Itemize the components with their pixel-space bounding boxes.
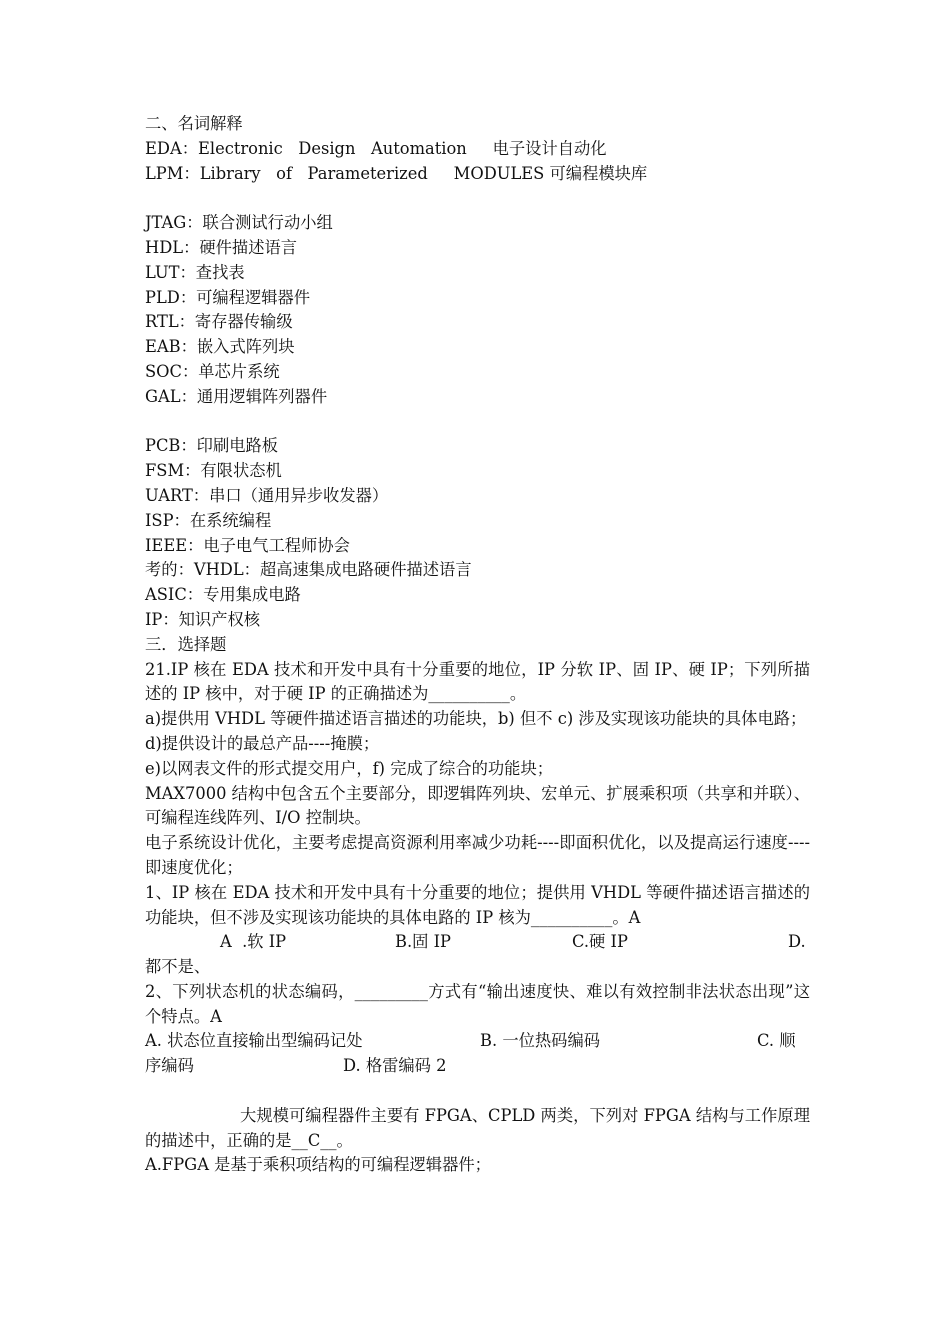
term-pcb: PCB：印刷电路板 (145, 436, 279, 456)
term-isp: ISP：在系统编程 (145, 510, 272, 530)
question-21: 21.IP 核在 EDA 技术和开发中具有十分重要的地位，IP 分软 IP、固 IP、硬 IP；下列所描述的 IP 核中，对于硬 IP 的正确描述为__________。 (145, 659, 810, 704)
question-1-option-b: B.固 IP (395, 932, 451, 952)
term-hdl: HDL：硬件描述语言 (145, 237, 298, 257)
term-ip: IP：知识产权核 (145, 609, 261, 629)
question-2-option-d: D. 格雷编码 2 (343, 1056, 447, 1076)
term-soc: SOC：单芯片系统 (145, 361, 280, 381)
max7000-paragraph: MAX7000 结构中包含五个主要部分，即逻辑阵列块、宏单元、扩展乘积项（共享和并联）、可编程连线阵列、I/O 控制块。 (145, 783, 810, 828)
question-1: 1、IP 核在 EDA 技术和开发中具有十分重要的地位；提供用 VHDL 等硬件描述语言描述的功能块，但不涉及实现该功能块的具体电路的 IP 核为__________。A (145, 882, 810, 927)
term-eab: EAB：嵌入式阵列块 (145, 337, 295, 357)
question-2-option-c: C. 顺 (757, 1031, 796, 1051)
question-3-option-a: A.FPGA 是基于乘积项结构的可编程逻辑器件； (145, 1155, 491, 1175)
document-page (145, 112, 810, 1178)
term-ieee: IEEE：电子电气工程师协会 (145, 535, 350, 555)
term-lut: LUT：查找表 (145, 262, 245, 282)
question-3: 大规模可编程器件主要有 FPGA、CPLD 两类，下列对 FPGA 结构与工作原理的描述中，正确的是__C__。 (145, 1105, 810, 1150)
question-2-options-row1 (145, 1029, 810, 1054)
term-eda: EDA：Electronic Design Automation 电子设计自动化 (145, 138, 607, 158)
question-1-option-a: A .软 IP (220, 932, 287, 952)
optimize-paragraph: 电子系统设计优化，主要考虑提高资源利用率减少功耗----即面积优化，以及提高运行速度----即速度优化； (145, 833, 810, 877)
question-1-option-d: D. (788, 932, 806, 952)
question-2-option-b: B. 一位热码编码 (480, 1031, 601, 1051)
question-2-option-c-tail: 序编码 (145, 1056, 194, 1076)
question-1-option-c: C.硬 IP (572, 932, 628, 952)
term-rtl: RTL：寄存器传输级 (145, 312, 293, 332)
term-fsm: FSM：有限状态机 (145, 461, 282, 481)
question-2: 2、下列状态机的状态编码，_________方式有“输出速度快、难以有效控制非法状态出现”这个特点。A (145, 981, 810, 1026)
term-gal: GAL：通用逻辑阵列器件 (145, 386, 328, 406)
question-21-option-d: d)提供设计的最总产品----掩膜； (145, 733, 380, 753)
question-21-option-e: e)以网表文件的形式提交用户，f) 完成了综合的功能块； (145, 758, 554, 778)
term-asic: ASIC：专用集成电路 (145, 585, 301, 605)
question-1-option-d-text: 都不是、 (145, 957, 211, 977)
choice-heading: 三．选择题 (145, 634, 227, 654)
term-jtag: JTAG：联合测试行动小组 (145, 213, 333, 233)
term-uart: UART：串口（通用异步收发器） (145, 485, 389, 505)
term-lpm: LPM：Library of Parameterized MODULES 可编程模块库 (145, 163, 648, 183)
question-2-option-a: A. 状态位直接输出型编码记处 (145, 1031, 363, 1051)
blank-line (145, 410, 810, 435)
term-vhdl: 考的：VHDL：超高速集成电路硬件描述语言 (145, 560, 472, 580)
blank-line (145, 1079, 810, 1104)
term-pld: PLD：可编程逻辑器件 (145, 287, 311, 307)
question-2-options-row2 (145, 1054, 810, 1079)
terms-heading: 二、名词解释 (145, 114, 243, 133)
blank-line (145, 186, 810, 211)
question-21-option-a: a)提供用 VHDL 等硬件描述语言描述的功能块，b) 但不 c) 涉及实现该功能块的具体电路； (145, 709, 807, 729)
question-1-options (145, 930, 810, 955)
